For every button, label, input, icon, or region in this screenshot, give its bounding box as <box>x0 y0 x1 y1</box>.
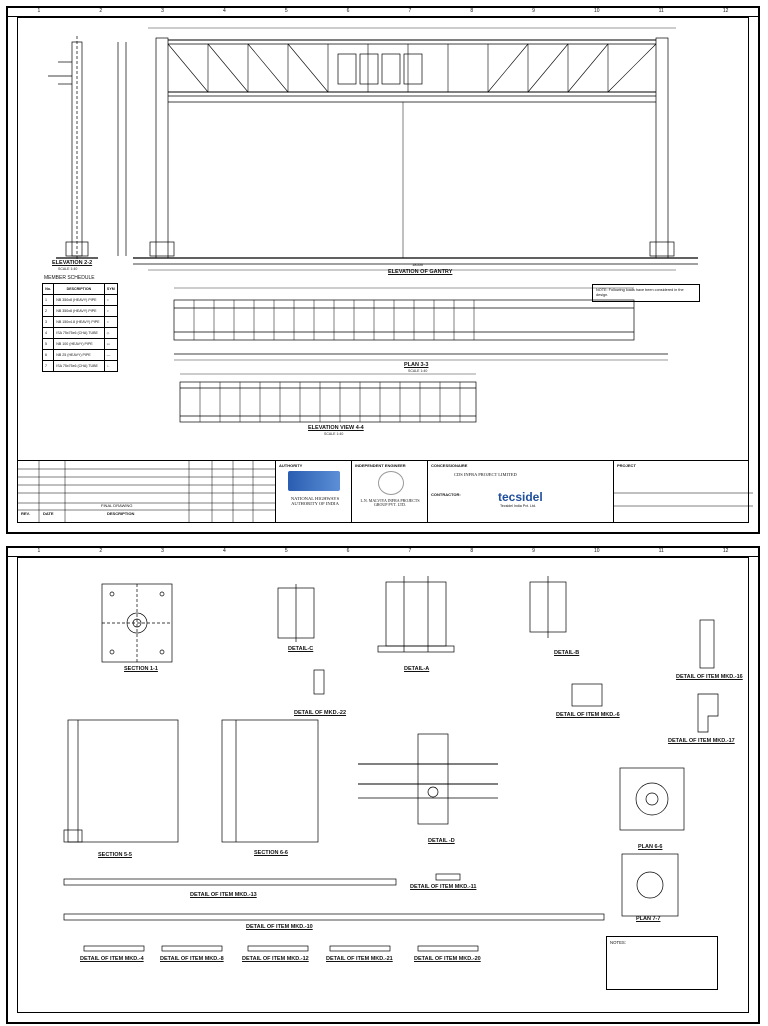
notes-title: NOTES: <box>610 940 626 945</box>
grid-reference-numbers: 1 2 3 4 5 6 7 8 9 10 11 12 <box>8 8 758 17</box>
contractor-subtitle: Tecsidel India Pvt. Ltd. <box>500 504 536 508</box>
concessionaire-cell: CONCESSIONAIRE CDS INFRA PROJECT LIMITED CONTRACTOR: tecsidel Tecsidel India Pvt. Ltd. <box>427 461 614 523</box>
gantry-drawing-linework <box>8 8 762 536</box>
table-row: 5 NB 100 (HEAVY) PIPE ▭ <box>43 339 118 350</box>
drawing-sheet-1 <box>6 6 760 534</box>
table-row: 3 NB 150x4.8 (HEAVY) PIPE ○ <box>43 317 118 328</box>
design-note-box: NOTE: Following loads have been considered in the design. <box>592 284 700 302</box>
title-block-edge <box>17 1012 749 1022</box>
elevation-2-2-title: ELEVATION 2-2 <box>52 260 93 266</box>
detail-c-title: DETAIL-C <box>288 646 314 652</box>
table-row: 2 NB 350x8 (HEAVY) PIPE ○ <box>43 306 118 317</box>
plan-7-7-title: PLAN 7-7 <box>636 916 661 922</box>
detail-mkd-8-title: DETAIL OF ITEM MKD.-8 <box>160 956 224 962</box>
rev-column-header: REV. <box>21 511 30 516</box>
contractor-label: CONTRACTOR: <box>431 492 461 497</box>
contractor-logo: tecsidel <box>498 490 543 504</box>
detail-mkd-22-title: DETAIL OF MKD.-22 <box>294 710 347 716</box>
plan-3-3-title: PLAN 3-3 <box>404 362 429 368</box>
detail-mkd-12-title: DETAIL OF ITEM MKD.-12 <box>242 956 309 962</box>
project-cell: PROJECT <box>613 461 754 523</box>
detail-mkd-6-title: DETAIL OF ITEM MKD.-6 <box>556 712 620 718</box>
grid-reference-numbers: 1 2 3 4 5 6 7 8 9 10 11 12 <box>8 548 758 557</box>
engineer-name: L.N. MALVIYA INFRA PROJECTS GROUP PVT. LTD. <box>360 498 420 508</box>
notes-box <box>606 936 718 990</box>
detail-mkd-10-title: DETAIL OF ITEM MKD.-10 <box>246 924 313 930</box>
authority-name: NATIONAL HIGHWAYS AUTHORITY OF INDIA <box>290 496 340 506</box>
elevation-2-2-scale: SCALE 1:40 <box>58 267 78 271</box>
nhai-logo <box>288 471 340 491</box>
section-1-1-title: SECTION 1-1 <box>124 666 158 672</box>
engineer-cell: INDEPENDENT ENGINEER L.N. MALVIYA INFRA PROJECTS GROUP PVT. LTD. <box>351 461 428 523</box>
authority-cell: AUTHORITY NATIONAL HIGHWAYS AUTHORITY OF INDIA <box>275 461 352 523</box>
member-schedule-title: MEMBER SCHEDULE <box>44 275 95 281</box>
first-issue-description: FINAL DRAWING <box>101 503 133 508</box>
elevation-4-4-title: ELEVATION VIEW 4-4 <box>308 425 364 431</box>
elevation-gantry-title: ELEVATION OF GANTRY <box>388 269 453 275</box>
plan-6-6-title: PLAN 6-6 <box>638 844 663 850</box>
table-row: No. DESCRIPTION SYM <box>43 284 118 295</box>
section-5-5-title: SECTION 5-5 <box>98 852 132 858</box>
detail-mkd-16-title: DETAIL OF ITEM MKD.-16 <box>676 674 743 680</box>
plan-3-3-scale: SCALE 1:40 <box>408 369 428 373</box>
member-schedule-table <box>42 283 118 372</box>
detail-mkd-4-title: DETAIL OF ITEM MKD.-4 <box>80 956 144 962</box>
table-row: 4 ISA 75x75x6 (CHA) TUBE ◇ <box>43 328 118 339</box>
table-row: 1 NB 350x8 (HEAVY) PIPE ○ <box>43 295 118 306</box>
detail-d-title: DETAIL -D <box>428 838 455 844</box>
detail-mkd-13-title: DETAIL OF ITEM MKD.-13 <box>190 892 257 898</box>
detail-mkd-21-title: DETAIL OF ITEM MKD.-21 <box>326 956 393 962</box>
gantry-span-dimension: 18550 <box>412 262 424 267</box>
detail-b-title: DETAIL-B <box>554 650 580 656</box>
table-row: 6 NB 25 (HEAVY) PIPE — <box>43 350 118 361</box>
elevation-4-4-scale: SCALE 1:40 <box>324 432 344 436</box>
drawing-sheet-2 <box>6 546 760 1024</box>
section-6-6-title: SECTION 6-6 <box>254 850 288 856</box>
description-column-header: DESCRIPTION <box>107 511 135 516</box>
concessionaire-name: CDS INFRA PROJECT LIMITED <box>454 472 517 477</box>
detail-mkd-17-title: DETAIL OF ITEM MKD.-17 <box>668 738 735 744</box>
engineer-logo <box>378 471 404 495</box>
table-row: 7 ISA 75x75x6 (CHA) TUBE ∟ <box>43 361 118 372</box>
detail-mkd-20-title: DETAIL OF ITEM MKD.-20 <box>414 956 481 962</box>
detail-a-title: DETAIL-A <box>404 666 430 672</box>
detail-mkd-11-title: DETAIL OF ITEM MKD.-11 <box>410 884 477 890</box>
title-block <box>17 460 749 523</box>
date-column-header: DATE <box>43 511 54 516</box>
